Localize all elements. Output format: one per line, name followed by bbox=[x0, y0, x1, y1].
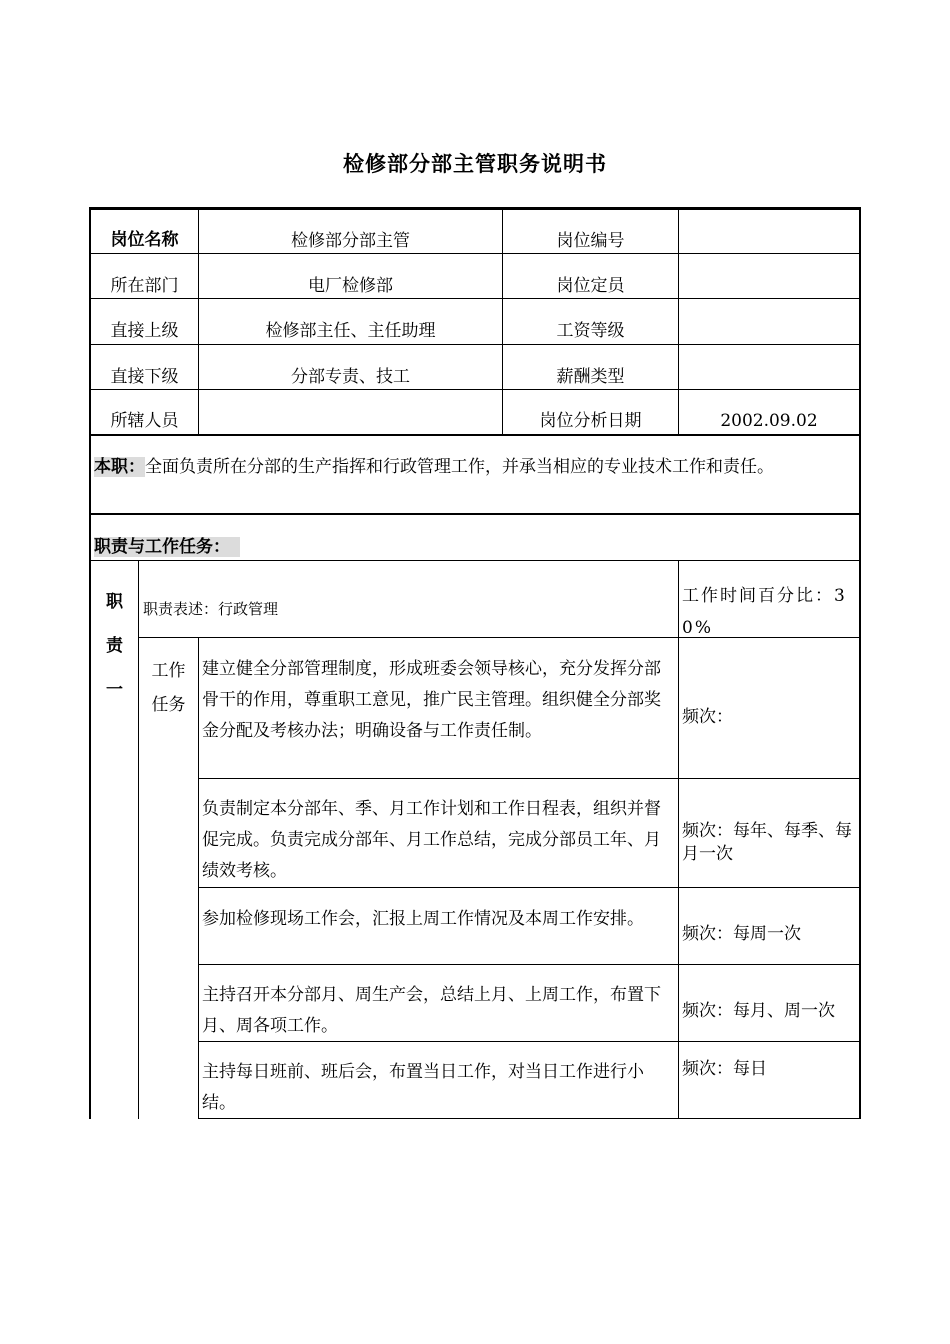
info-label-department: 所在部门 bbox=[110, 276, 179, 296]
info-value-supervisor: 检修部主任、主任助理 bbox=[265, 321, 436, 341]
info-value-department: 电厂检修部 bbox=[308, 276, 393, 296]
task-1-frequency: 频次： bbox=[682, 707, 733, 727]
info-label-pay-type: 薪酬类型 bbox=[556, 367, 625, 387]
task-2-frequency: 频次：每年、每季、每月一次 bbox=[682, 821, 852, 864]
duty-description: 职责表述：行政管理 bbox=[143, 600, 279, 618]
info-label-staff: 所辖人员 bbox=[110, 411, 179, 431]
info-label-subordinates: 直接下级 bbox=[110, 367, 179, 387]
task-3-text: 参加检修现场工作会，汇报上周工作情况及本周工作安排。 bbox=[202, 909, 644, 929]
info-value-position-name: 检修部分部主管 bbox=[291, 231, 410, 251]
info-label-analysis-date: 岗位分析日期 bbox=[539, 411, 642, 431]
info-label-headcount: 岗位定员 bbox=[556, 276, 625, 296]
info-label-supervisor: 直接上级 bbox=[110, 321, 179, 341]
summary-text: 全面负责所在分部的生产指挥和行政管理工作，并承当相应的专业技术工作和责任。 bbox=[145, 457, 774, 477]
duties-header: 职责与工作任务： bbox=[94, 536, 694, 558]
duty-time-percent: 工作时间百分比：30% bbox=[682, 586, 847, 638]
info-label-position-name: 岗位名称 bbox=[110, 230, 179, 250]
info-label-salary-grade: 工资等级 bbox=[556, 321, 625, 341]
task-label: 工作 任务 bbox=[151, 661, 186, 715]
summary-block bbox=[94, 452, 856, 483]
info-label-position-number: 岗位编号 bbox=[556, 231, 625, 251]
task-4-text: 主持召开本分部月、周生产会，总结上月、上周工作，布置下月、周各项工作。 bbox=[202, 985, 661, 1036]
task-2-text: 负责制定本分部年、季、月工作计划和工作日程表，组织并督促完成。负责完成分部年、月工作总结，完成分部员工年、月绩效考核。 bbox=[202, 799, 661, 881]
task-3-frequency: 频次：每周一次 bbox=[682, 924, 801, 944]
info-value-analysis-date: 2002.09.02 bbox=[720, 411, 818, 431]
duty-side-label: 职 责 一 bbox=[106, 592, 123, 700]
task-5-text: 主持每日班前、班后会，布置当日工作，对当日工作进行小结。 bbox=[202, 1062, 644, 1113]
task-4-frequency: 频次：每月、周一次 bbox=[682, 1001, 835, 1021]
task-5-frequency: 频次：每日 bbox=[682, 1059, 767, 1079]
info-value-subordinates: 分部专责、技工 bbox=[291, 367, 410, 387]
task-1-text: 建立健全分部管理制度，形成班委会领导核心，充分发挥分部骨干的作用，尊重职工意见，推广民主管理。组织健全分部奖金分配及考核办法；明确设备与工作责任制。 bbox=[202, 659, 661, 741]
page-title: 检修部分部主管职务说明书 bbox=[343, 152, 607, 176]
summary-label: 本职： bbox=[94, 457, 145, 477]
